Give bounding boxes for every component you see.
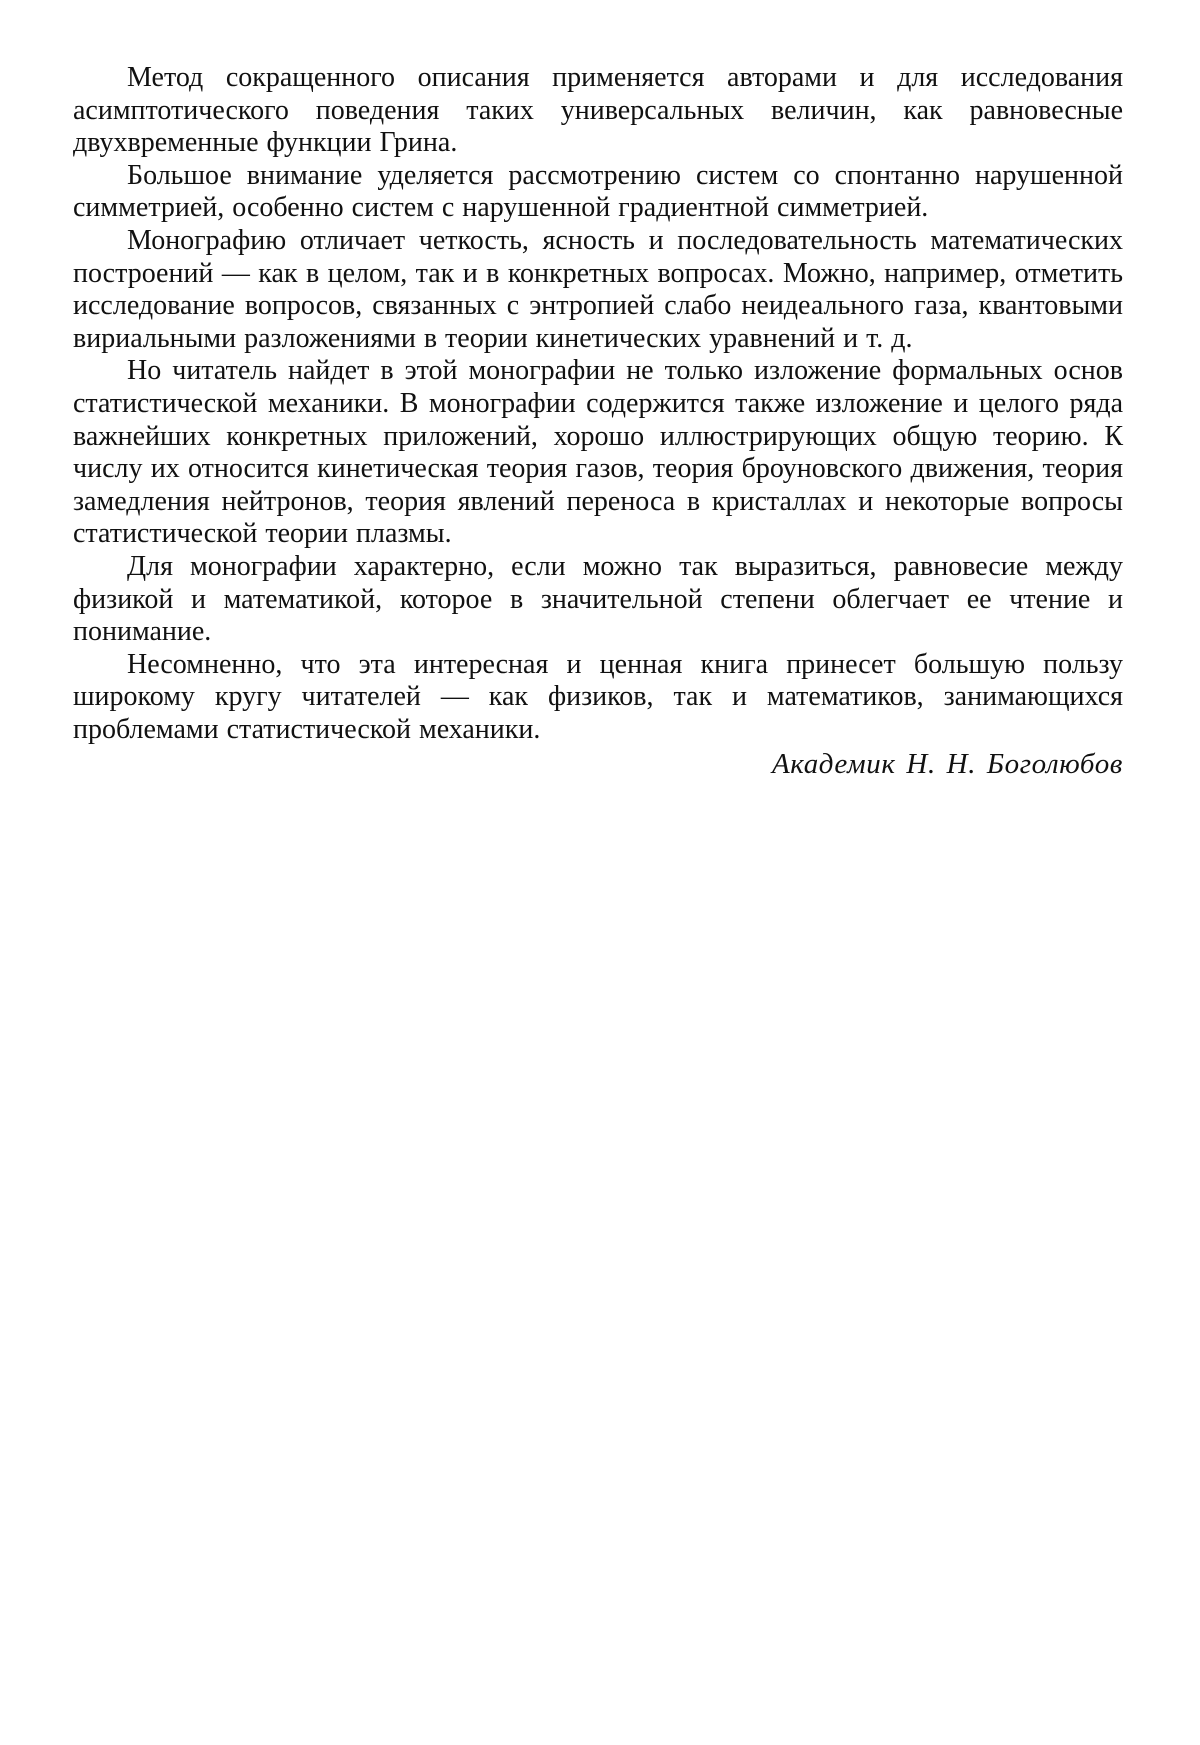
paragraph-4: Но читатель найдет в этой монографии не только изложение формальных основ статистической механики. В монографии содержится также изложение и целого ряда важнейших конкретных приложений, хорошо иллюстрирующих общую теорию. К числу их относится кинетическая теория газов, теория броуновского движения, теория замедления нейтронов, теория явлений переноса в кристаллах и некоторые вопросы статистической теории плазмы. bbox=[73, 355, 1123, 550]
paragraph-1: Метод сокращенного описания применяется авторами и для исследования асимптотического поведения таких универсальных величин, как равновесные двухвременные функции Грина. bbox=[73, 62, 1123, 159]
paragraph-5: Для монографии характерно, если можно так выразиться, равновесие между физикой и математикой, которое в значительной степени облегчает ее чтение и понимание. bbox=[73, 550, 1123, 648]
paragraph-2: Большое внимание уделяется рассмотрению систем со спонтанно нарушенной симметрией, особенно систем с нарушенной градиентной симметрией. bbox=[73, 159, 1123, 224]
paragraph-6: Несомненно, что эта интересная и ценная книга принесет большую пользу широкому кругу читателей — как физиков, так и математиков, занимающихся проблемами статистической механики. bbox=[73, 648, 1123, 745]
document-page bbox=[73, 62, 1123, 781]
author-signature: Академик Н. Н. Боголюбов bbox=[771, 748, 1123, 781]
paragraph-3: Монографию отличает четкость, ясность и последовательность математических построений — как в целом, так и в конкретных вопросах. Можно, например, отметить исследование вопросов, связанных с энтропией слабо неидеального газа, квантовыми вириальными разложениями в теории кинетических уравнений и т. д. bbox=[73, 224, 1123, 354]
